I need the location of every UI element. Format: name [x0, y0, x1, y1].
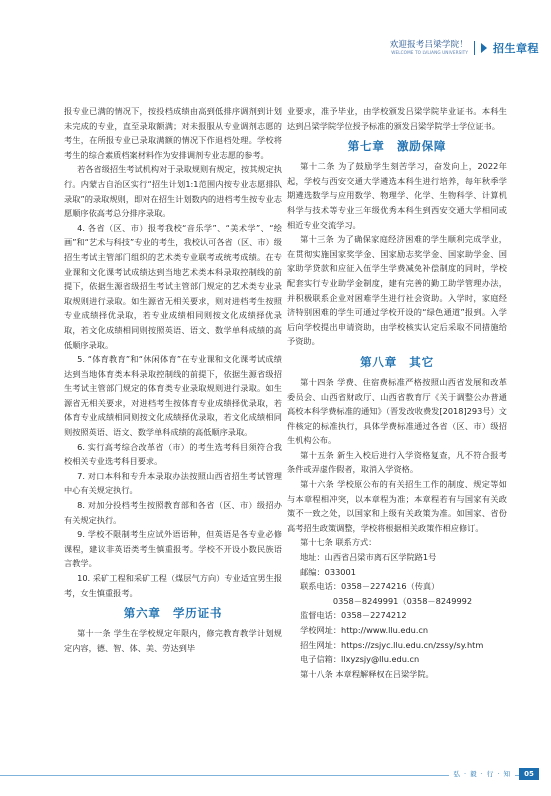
contact-line: 0358－8249991（0358－8249992	[332, 595, 473, 606]
header-slogan: 欢迎报考吕梁学院！	[389, 39, 468, 50]
contact-line: 地址：山西省吕梁市离石区学院路1号	[300, 552, 437, 563]
paragraph: 7. 对口本科和专升本录取办法按照山西省招生考试管理中心有关规定执行。	[64, 470, 282, 496]
paragraph: 第十七条 联系方式：	[300, 537, 377, 548]
left-column	[64, 104, 282, 655]
right-column	[287, 104, 507, 681]
paragraph: 报专业已满的情况下，按投档成绩由高到低排序调剂到计划未完成的专业，直至录取额满；对未报服从专业调剂志愿的考生，在所报专业已录取满额的情况下作退档处理。学校将考生的综合素质档案材料作为安排调剂专业志愿的参考。	[64, 106, 282, 160]
play-arrow-icon	[481, 43, 487, 53]
contact-line: 邮编：033001	[300, 566, 356, 577]
header-divider	[474, 41, 475, 55]
section-title: 招生章程	[493, 42, 539, 55]
header-slogan-en: WELCOME TO LVLIANG UNIVERSITY	[391, 50, 468, 56]
paragraph: 第十三条 为了确保家庭经济困难的学生顺利完成学业，在贯彻实施国家奖学金、国家励志奖学金、国家助学金、国家助学贷款和应征入伍学生学费减免补偿制度的同时，学校配套实行专业助学金制度，建有完善的勤工助学管理办法，并积极联系企业对困难学生进行社会资助。入学时，家庭经济特别困难的学生可通过学校开设的“绿色通道”报到。入学后向学校提出申请资助，由学校核实认定后采取不同措施给予资助。	[287, 234, 507, 347]
paragraph: 第十六条 学校原公布的有关招生工作的制度、规定等如与本章程相冲突，以本章程为准；本章程若有与国家有关政策不一致之处，以国家和上级有关政策为准。如国家、省份高考招生政策调整，学校将根据相关政策作相应修订。	[287, 479, 507, 533]
footer-motto: 弘 · 毅 · 行 · 知	[449, 769, 515, 778]
paragraph: 第十四条 学费、住宿费标准严格按照山西省发展和改革委员会、山西省财政厅、山西省教育厅《关于调整公办普通高校本科学费标准的通知》（晋发改收费发[2018]293号）文件核定的标准执行，具体学费标准通过各省（区、市）级招生机构公布。	[287, 376, 507, 446]
paragraph: 第十八条 本章程解释权在吕梁学院。	[300, 668, 434, 679]
paragraph: 9. 学校不限制考生应试外语语种，但英语是各专业必修课程，建议非英语类考生慎重报考。学校不开设小数民族语言教学。	[64, 529, 282, 569]
contact-line: 电子信箱：llxyzsjy@llu.edu.cn	[300, 654, 420, 665]
page-footer	[0, 770, 551, 782]
contact-line: 监督电话：0358－2274212	[300, 610, 407, 621]
paragraph: 5. “体育教育”和“休闲体育”在专业课和文化课考试成绩达到当地体育类本科录取控制线的前提下，依据生源省级招生考试主管部门规定的体育类专业录取规则进行录取。如生源省无相关要求，对进档考生按体育专业成绩择优录取，若体育专业成绩相同则按文化成绩择优录取，若文化成绩相同则按照英语、语文、数学单科成绩的高低顺序录取。	[64, 354, 282, 438]
paragraph: 第十一条 学生在学校规定年限内，修完教育教学计划规定内容，德、智、体、美、劳达到毕	[64, 628, 282, 653]
chapter-heading: 第六章 学历证书	[123, 606, 223, 621]
paragraph: 业要求，准予毕业，由学校颁发吕梁学院毕业证书。本科生达到吕梁学院学位授予标准的颁发吕梁学院学士学位证书。	[287, 106, 507, 131]
page-number: 05	[519, 768, 539, 780]
paragraph: 4. 各省（区、市）报考我校“音乐学”、“美术学”、“绘画”和“艺术与科技”专业的考生，我校认可各省（区、市）级招生考试主管部门组织的艺术类专业联考或统考成绩。在专业课和文化课考试成绩达到当地艺术类本科录取控制线的前提下，依据生源省级招生考试主管部门规定的艺术类专业录取规则进行录取。如生源省无相关要求，则对进档考生按照专业成绩择优录取，若专业成绩相同则按文化成绩择优录取，若文化成绩相同则按照英语、语文、数学单科成绩的高低顺序录取。	[64, 222, 282, 350]
paragraph: 6. 实行高考综合改革省（市）的考生选考科目须符合我校相关专业选考科目要求。	[64, 441, 282, 467]
contact-line: 联系电话：0358－2274216（传真）	[300, 581, 440, 592]
chapter-heading: 第八章 其它	[360, 354, 434, 369]
paragraph: 若各省级招生考试机构对于录取规则有规定，按其规定执行。内蒙古自治区实行“招生计划1:1范围内按专业志愿排队录取”的录取规则，即对在招生计划数内的进档考生按专业志愿顺序依高考总分排序录取。	[64, 164, 282, 219]
page-header	[390, 38, 539, 58]
paragraph: 第十五条 新生入校后进行入学资格复查，凡不符合报考条件或弄虚作假者，取消入学资格。	[287, 449, 507, 475]
contact-line: 招生网址：https://zsjyc.llu.edu.cn/zssy/sy.htm	[300, 639, 484, 650]
paragraph: 8. 对加分投档考生按照教育部和各省（区、市）级招办有关规定执行。	[64, 500, 282, 525]
paragraph: 第十二条 为了鼓励学生刻苦学习，奋发向上，2022年起，学校与西安交通大学遴选本科生进行培养，每年秋季学期遴选数学与应用数学、物理学、化学、生物科学、计算机科学与技术等专业三年级优秀本科生到西安交通大学相同或相近专业交流学习。	[287, 161, 507, 230]
header-slogan-block	[390, 41, 468, 56]
contact-line: 学校网址：http://www.llu.edu.cn	[300, 625, 429, 635]
paragraph: 10. 采矿工程和采矿工程（煤层气方向）专业适宜男生报考，女生慎重报考。	[64, 573, 282, 598]
chapter-heading: 第七章 激励保障	[347, 139, 447, 154]
